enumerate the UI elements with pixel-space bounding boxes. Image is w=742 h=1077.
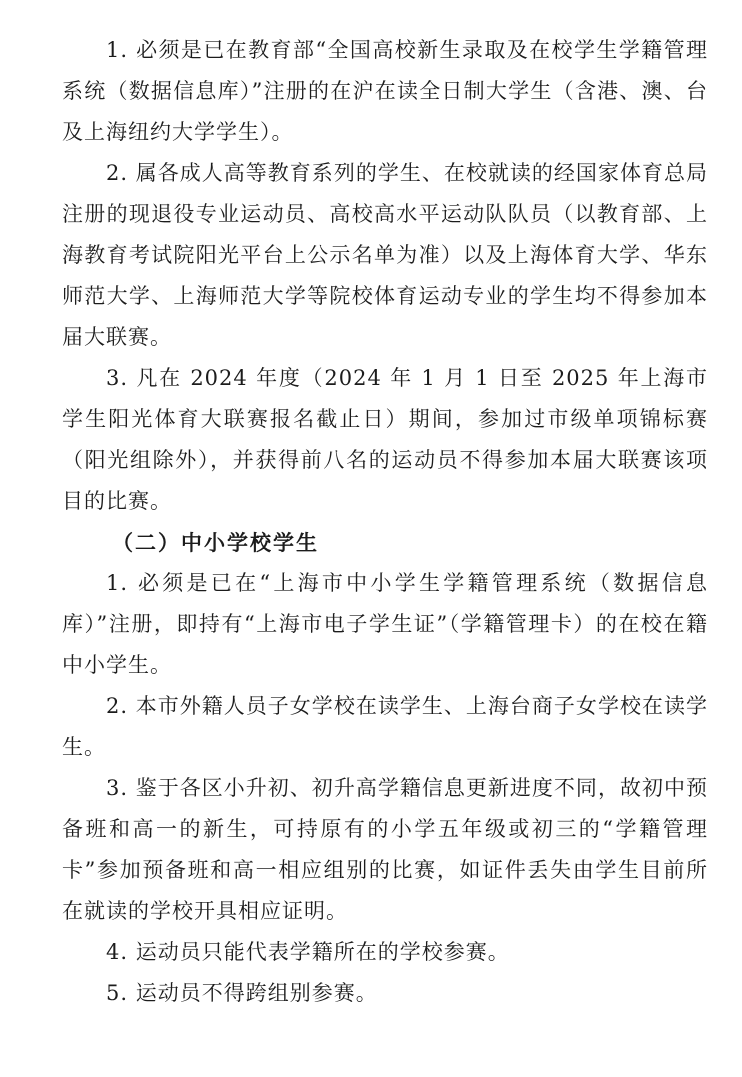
school-rule-1: 1. 必须是已在“上海市中小学生学籍管理系统（数据信息库）”注册，即持有“上海市电子学生证”（学籍管理卡）的在校在籍中小学生。 (62, 571, 708, 677)
school-rule-3: 3. 鉴于各区小升初、初升高学籍信息更新进度不同，故初中预备班和高一的新生，可持原有的小学五年级或初三的“学籍管理卡”参加预备班和高一相应组别的比赛，如证件丢失由学生目前所在就读的学校开具相应证明。 (62, 776, 708, 923)
school-rule-4: 4. 运动员只能代表学籍所在的学校参赛。 (106, 940, 510, 964)
school-rule-5: 5. 运动员不得跨组别参赛。 (106, 981, 378, 1005)
university-rule-1: 1. 必须是已在教育部“全国高校新生录取及在校学生学籍管理系统（数据信息库）”注册的在沪在读全日制大学生（含港、澳、台及上海纽约大学学生）。 (62, 38, 708, 144)
school-rule-2: 2. 本市外籍人员子女学校在读学生、上海台商子女学校在读学生。 (62, 694, 708, 759)
university-rule-3: 3. 凡在 2024 年度（2024 年 1 月 1 日至 2025 年上海市学生阳光体育大联赛报名截止日）期间，参加过市级单项锦标赛（阳光组除外），并获得前八名的运动员不得参加本届大联赛该项目的比赛。 (62, 366, 708, 513)
section-heading-primary-secondary: （二）中小学校学生 (112, 530, 319, 555)
university-rule-2: 2. 属各成人高等教育系列的学生、在校就读的经国家体育总局注册的现退役专业运动员、高校高水平运动队队员（以教育部、上海教育考试院阳光平台上公示名单为准）以及上海体育大学、华东师范大学、上海师范大学等院校体育运动专业的学生均不得参加本届大联赛。 (62, 161, 708, 349)
